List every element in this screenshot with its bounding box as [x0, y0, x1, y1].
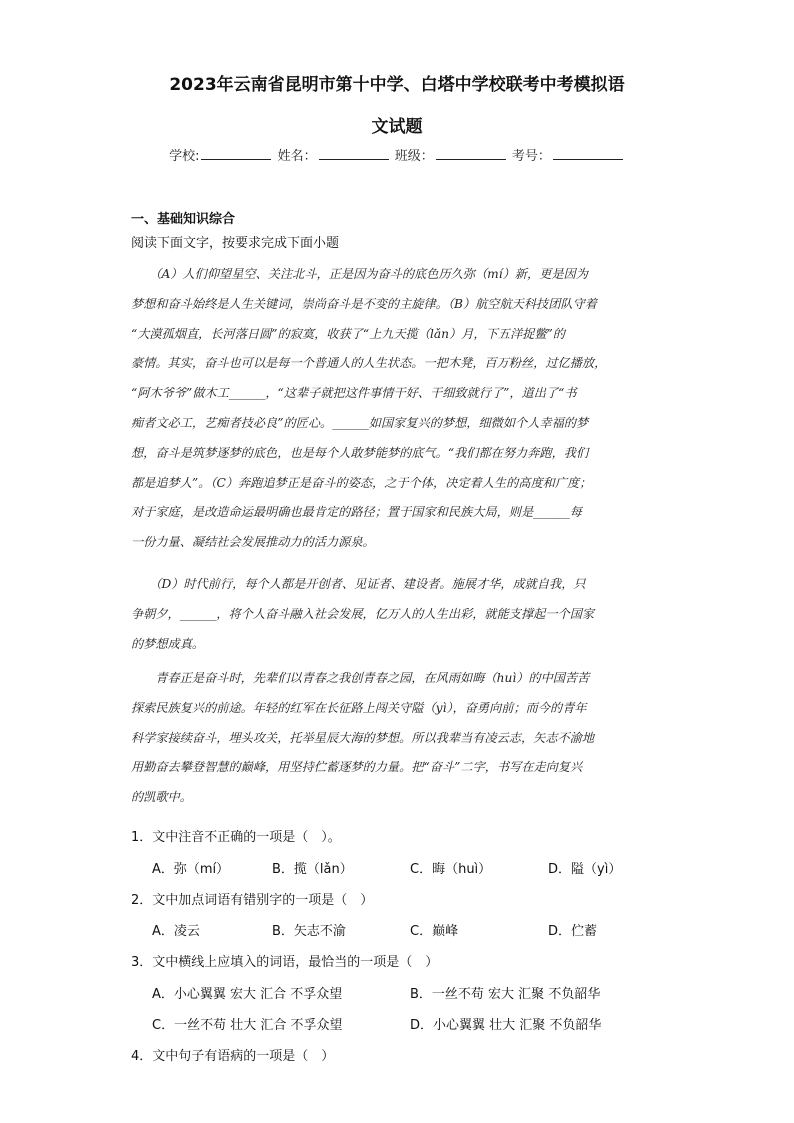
passage-line: 用勤奋去攀登智慧的巅峰，用坚持伫蓄逐梦的力量。把“奋斗”二字，书写在走向复兴	[131, 760, 583, 775]
section-heading: 一、基础知识综合	[131, 212, 236, 227]
passage-line: 青春正是奋斗时，先辈们以青春之我创青春之园，在风雨如晦（huì）的中国苦苦	[131, 671, 590, 685]
question-1-option-d[interactable]: D．隘（yì）	[548, 862, 622, 877]
passage-line: “阿木爷爷”做木工______，“这辈子就把这件事情干好、干细致就行了”，道出了“书	[131, 386, 577, 401]
passage-line: 一份力量、凝结社会发展推动力的活力源泉。	[131, 535, 375, 550]
question-2-option-d[interactable]: D．伫蓄	[548, 924, 598, 939]
passage-line: （A）人们仰望星空、关注北斗，正是因为奋斗的底色历久弥（mí）新，更是因为	[131, 267, 588, 281]
question-3-option-a[interactable]: A．小心翼翼 宏大 汇合 不孚众望	[152, 987, 343, 1002]
question-3-option-c[interactable]: C．一丝不苟 壮大 汇合 不孚众望	[152, 1018, 343, 1033]
passage-line: 探索民族复兴的前途。年轻的红军在长征路上闯关守隘（yì），奋勇向前；而今的青年	[131, 700, 587, 715]
passage-line: 科学家接续奋斗，埋头攻关，托举星辰大海的梦想。所以我辈当有凌云志，矢志不渝地	[131, 730, 595, 745]
question-3-stem: 3．文中横线上应填入的词语，最恰当的一项是（ ）	[131, 955, 439, 970]
question-1-stem: 1．文中注音不正确的一项是（ ）。	[131, 830, 341, 845]
school-blank[interactable]	[201, 147, 271, 160]
passage-line: 争朝夕，______，将个人奋斗融入社会发展，亿万人的人生出彩，就能支撑起一个国家	[131, 606, 595, 621]
question-2-option-c[interactable]: C．巅峰	[410, 924, 459, 939]
question-1-option-c[interactable]: C．晦（huì）	[410, 862, 492, 877]
passage-line: 对于家庭，是改造命运最明确也最肯定的路径；置于国家和民族大局，则是______每	[131, 505, 582, 520]
passage-line: 的梦想成真。	[131, 636, 205, 651]
class-label: 班级：	[394, 149, 434, 164]
name-label: 姓名：	[277, 149, 317, 164]
exam-number-blank[interactable]	[553, 147, 623, 160]
passage-paragraph-1	[131, 260, 663, 558]
passage-line: （D）时代前行，每个人都是开创者、见证者、建设者。施展才华，成就自我，只	[131, 577, 586, 591]
question-3-option-d[interactable]: D．小心翼翼 壮大 汇聚 不负韶华	[410, 1018, 602, 1033]
question-3-option-b[interactable]: B．一丝不苟 宏大 汇聚 不负韶华	[410, 987, 601, 1002]
passage-paragraph-3	[131, 664, 663, 813]
passage-paragraph-2	[131, 570, 663, 659]
question-1-option-b[interactable]: B．揽（lǎn）	[272, 862, 353, 877]
question-2-stem: 2．文中加点词语有错别字的一项是（ ）	[131, 893, 374, 908]
name-blank[interactable]	[319, 147, 389, 160]
passage-line: “大漠孤烟直，长河落日圆”的寂寞，收获了“上九天揽（lǎn）月，下五洋捉鳖”的	[131, 326, 565, 341]
exam-number-label: 考号：	[511, 149, 551, 164]
exam-title-line1: 2023年云南省昆明市第十中学、白塔中学校联考中考模拟语	[169, 75, 625, 95]
student-info-line	[0, 145, 794, 164]
question-2-option-a[interactable]: A．凌云	[152, 924, 200, 939]
passage-line: 痴者文必工，艺痴者技必良”的匠心。______如国家复兴的梦想，细微如个人幸福的梦	[131, 415, 589, 430]
passage-line: 都是追梦人”。（C）奔跑追梦正是奋斗的姿态，之于个体，决定着人生的高度和广度；	[131, 475, 592, 490]
question-4-stem: 4．文中句子有语病的一项是（ ）	[131, 1049, 335, 1064]
passage-line: 的凯歌中。	[131, 790, 192, 805]
passage-line: 梦想和奋斗始终是人生关键词，崇尚奋斗是不变的主旋律。（B）航空航天科技团队守着	[131, 296, 597, 311]
question-1-option-a[interactable]: A．弥（mí）	[152, 862, 230, 877]
exam-title-line2: 文试题	[371, 117, 423, 137]
question-2-option-b[interactable]: B．矢志不渝	[272, 924, 346, 939]
passage-line: 想，奋斗是筑梦逐梦的底色，也是每个人敢梦能梦的底气。“我们都在努力奔跑，我们	[131, 445, 589, 460]
class-blank[interactable]	[436, 147, 506, 160]
school-label: 学校:	[169, 149, 200, 164]
passage-line: 豪情。其实，奋斗也可以是每一个普通人的人生状态。一把木凳，百万粉丝，过亿播放，	[131, 356, 607, 371]
reading-instruction: 阅读下面文字，按要求完成下面小题	[131, 236, 340, 251]
